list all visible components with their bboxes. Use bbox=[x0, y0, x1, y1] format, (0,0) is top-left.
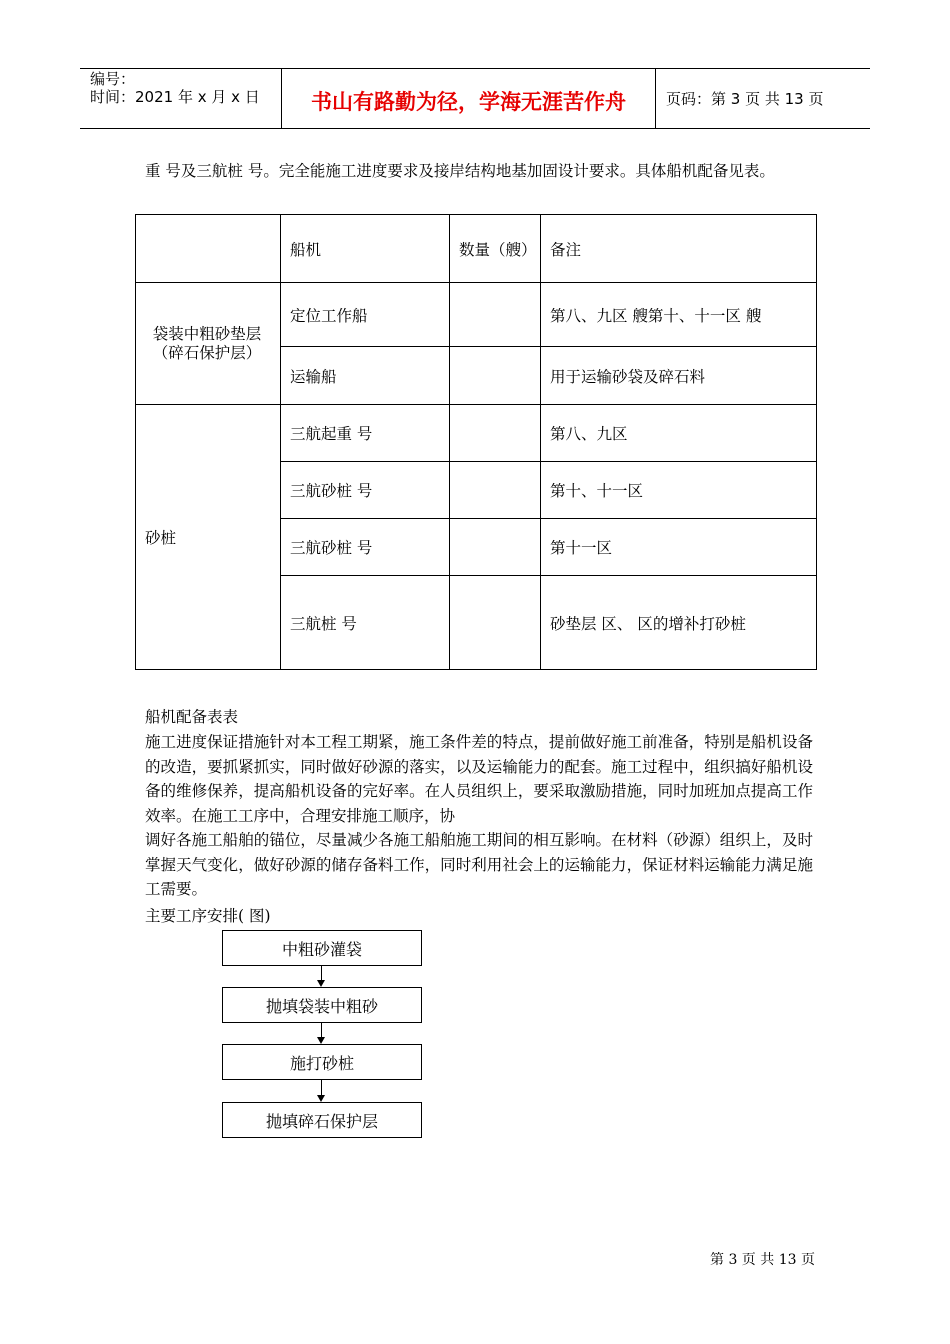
table-header-cell: 备注 bbox=[541, 215, 817, 283]
body-paragraph-continued: 调好各施工船舶的锚位，尽量减少各施工船舶施工期间的相互影响。在材料（砂源）组织上，及时掌握天气变化，做好砂源的储存备料工作，同时利用社会上的运输能力，保证材料运输能力满足施工需要。 bbox=[145, 831, 813, 898]
flow-step-sand-piles: 施打砂桩 bbox=[222, 1044, 422, 1080]
qty-cell bbox=[450, 405, 541, 462]
flow-arrow-head bbox=[317, 1095, 325, 1102]
table-row bbox=[136, 405, 817, 462]
header-time-label: 时间：2021 年 x 月 x 日 bbox=[90, 88, 260, 106]
flow-step-gravel-layer: 抛填碎石保护层 bbox=[222, 1102, 422, 1138]
header-number-label: 编号： bbox=[90, 70, 136, 88]
table-header-row bbox=[136, 215, 817, 283]
ship-cell: 三航起重 号 bbox=[281, 405, 450, 462]
qty-cell bbox=[450, 576, 541, 670]
intro-text: 重 号及三航桩 号。完全能施工进度要求及接岸结构地基加固设计要求。具体船机配备见表。 bbox=[145, 162, 775, 180]
group-label-cushion bbox=[136, 283, 281, 405]
flow-step-fill-bags: 中粗砂灌袋 bbox=[222, 930, 422, 966]
header-divider-right bbox=[655, 68, 656, 129]
table-row bbox=[136, 283, 817, 347]
table-header-cell: 数量（艘） bbox=[450, 215, 541, 283]
ship-cell: 三航砂桩 号 bbox=[281, 462, 450, 519]
table-caption: 船机配备表表 bbox=[145, 708, 239, 726]
note-cell: 用于运输砂袋及碎石料 bbox=[541, 347, 817, 405]
ship-cell: 运输船 bbox=[281, 347, 450, 405]
page-footer: 第 3 页 共 13 页 bbox=[710, 1252, 815, 1268]
flow-arrow-head bbox=[317, 980, 325, 987]
qty-cell bbox=[450, 347, 541, 405]
header-page-label: 页码：第 3 页 共 13 页 bbox=[666, 90, 824, 108]
qty-cell bbox=[450, 283, 541, 347]
group-label-sand-pile: 砂桩 bbox=[136, 405, 281, 670]
header-motto: 书山有路勤为径，学海无涯苦作舟 bbox=[311, 90, 626, 114]
flow-step-dump-bags: 抛填袋装中粗砂 bbox=[222, 987, 422, 1023]
header-bottom-rule bbox=[80, 128, 870, 129]
flow-arrow-line bbox=[321, 966, 322, 980]
body-paragraph: 施工进度保证措施针对本工程工期紧，施工条件差的特点，提前做好施工前准备，特别是船机设备的改造，要抓紧抓实，同时做好砂源的落实，以及运输能力的配套。施工过程中，组织搞好船机设备的维修保养，提高船机设备的完好率。在人员组织上，要采取激励措施，同时加班加点提高工作效率。在施工工序中，合理安排施工顺序，协 bbox=[145, 733, 813, 825]
header-top-rule bbox=[80, 68, 870, 69]
note-cell: 砂垫层 区、 区的增补打砂桩 bbox=[541, 576, 817, 670]
note-cell: 第十一区 bbox=[541, 519, 817, 576]
flow-arrow-line bbox=[321, 1080, 322, 1095]
note-cell: 第八、九区 艘第十、十一区 艘 bbox=[541, 283, 817, 347]
table-header-cell bbox=[136, 215, 281, 283]
flow-arrow-line bbox=[321, 1023, 322, 1037]
note-cell: 第八、九区 bbox=[541, 405, 817, 462]
group-label-text: 袋装中粗砂垫层（碎石保护层） bbox=[152, 324, 262, 362]
ship-cell: 三航桩 号 bbox=[281, 576, 450, 670]
flow-arrow-head bbox=[317, 1037, 325, 1044]
table-header-cell: 船机 bbox=[281, 215, 450, 283]
ship-cell: 三航砂桩 号 bbox=[281, 519, 450, 576]
qty-cell bbox=[450, 519, 541, 576]
process-title: 主要工序安排( 图) bbox=[145, 907, 271, 925]
qty-cell bbox=[450, 462, 541, 519]
note-cell: 第十、十一区 bbox=[541, 462, 817, 519]
ship-cell: 定位工作船 bbox=[281, 283, 450, 347]
equipment-table bbox=[135, 214, 817, 670]
